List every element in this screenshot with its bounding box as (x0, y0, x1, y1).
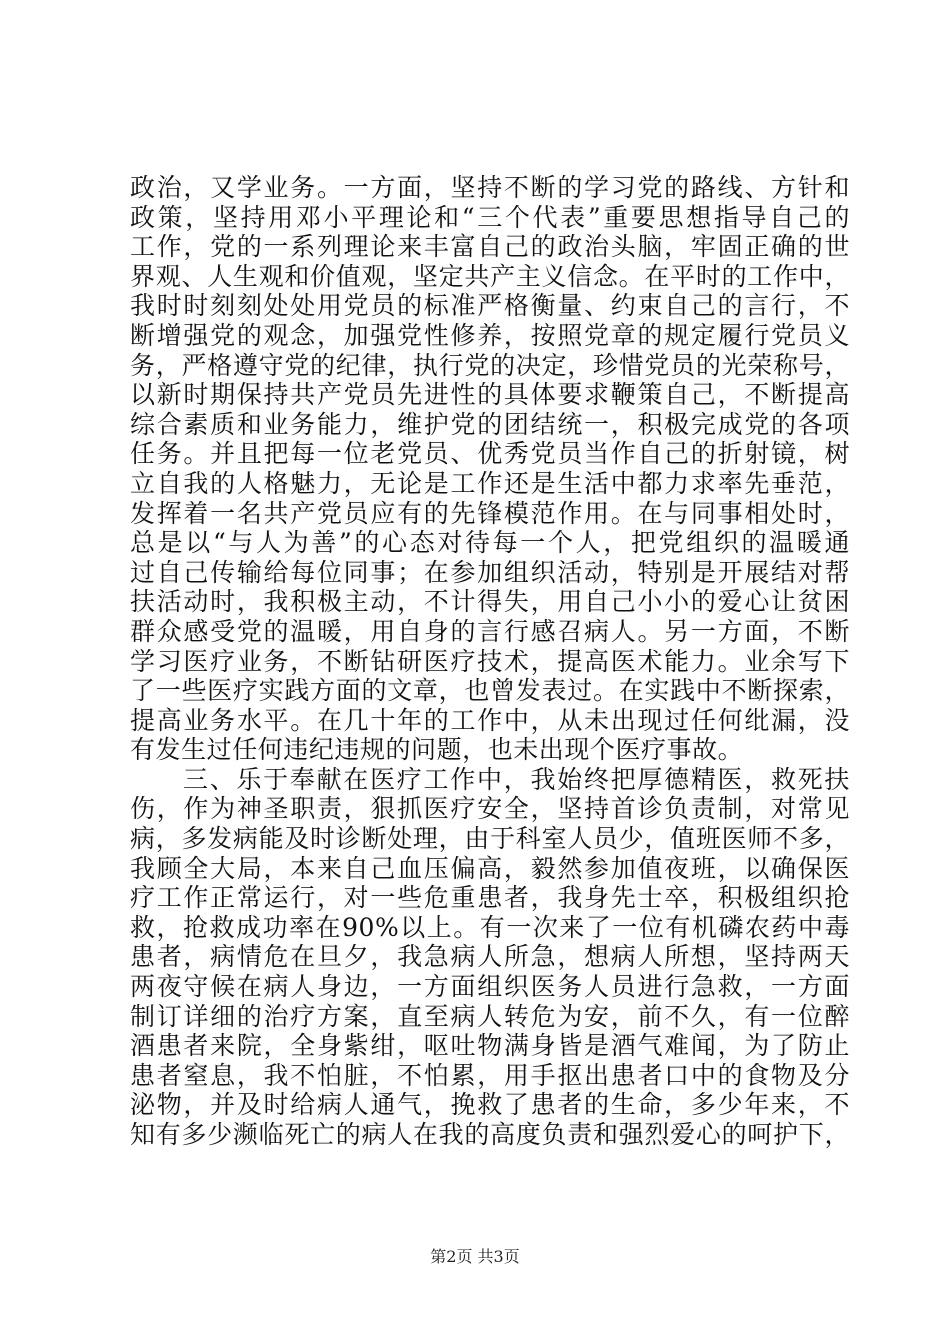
text-line: 病，多发病能及时诊断处理，由于科室人员少，值班医师不多， (130, 824, 850, 854)
text-line: 政策，坚持用邓小平理论和“三个代表”重要思想指导自己的 (130, 202, 850, 232)
text-line: 总是以“与人为善”的心态对待每一个人，把党组织的温暖通 (130, 528, 850, 558)
text-line: 有发生过任何违纪违规的问题，也未出现个医疗事故。 (130, 735, 744, 765)
text-line: 我顾全大局，本来自己血压偏高，毅然参加值夜班，以确保医 (130, 853, 850, 883)
text-line: 以新时期保持共产党员先进性的具体要求鞭策自己，不断提高 (130, 380, 850, 410)
text-line: 发挥着一名共产党员应有的先锋模范作用。在与同事相处时， (130, 498, 850, 528)
text-line: 了一些医疗实践方面的文章，也曾发表过。在实践中不断探索， (130, 676, 850, 706)
text-line: 过自己传输给每位同事；在参加组织活动，特别是开展结对帮 (130, 557, 850, 587)
text-line: 我时时刻刻处处用党员的标准严格衡量、约束自己的言行，不 (130, 291, 850, 321)
text-line: 三、乐于奉献在医疗工作中，我始终把厚德精医，救死扶 (183, 764, 850, 794)
text-line: 救，抢救成功率在90%以上。有一次来了一位有机磷农药中毒 (130, 912, 850, 942)
text-line: 务，严格遵守党的纪律，执行党的决定，珍惜党员的光荣称号， (130, 350, 850, 380)
text-line: 政治，又学业务。一方面，坚持不断的学习党的路线、方针和 (130, 173, 850, 202)
text-line: 两夜守候在病人身边，一方面组织医务人员进行急救，一方面 (130, 972, 850, 1002)
text-line: 制订详细的治疗方案，直至病人转危为安，前不久，有一位醉 (130, 1001, 850, 1031)
text-line: 立自我的人格魅力，无论是工作还是生活中都力求率先垂范， (130, 468, 850, 498)
text-line: 界观、人生观和价值观，坚定共产主义信念。在平时的工作中， (130, 261, 850, 291)
text-line: 学习医疗业务，不断钻研医疗技术，提高医术能力。业余写下 (130, 646, 850, 676)
text-line: 任务。并且把每一位老党员、优秀党员当作自己的折射镜，树 (130, 439, 850, 469)
text-line: 工作，党的一系列理论来丰富自己的政治头脑，牢固正确的世 (130, 232, 850, 262)
text-line: 疗工作正常运行，对一些危重患者，我身先士卒，积极组织抢 (130, 883, 850, 913)
text-line: 知有多少濒临死亡的病人在我的高度负责和强烈爱心的呵护下， (130, 1120, 850, 1149)
text-line: 扶活动时，我积极主动，不计得失，用自己小小的爱心让贫困 (130, 587, 850, 617)
text-line: 伤，作为神圣职责，狠抓医疗安全，坚持首诊负责制，对常见 (130, 794, 850, 824)
text-line: 泌物，并及时给病人通气，挽救了患者的生命，多少年来，不 (130, 1090, 850, 1120)
text-line: 患者窒息，我不怕脏，不怕累，用手抠出患者口中的食物及分 (130, 1060, 850, 1090)
page-number-footer: 第2页 共3页 (430, 1247, 520, 1266)
text-line: 患者，病情危在旦夕，我急病人所急，想病人所想，坚持两天 (130, 942, 850, 972)
text-line: 群众感受党的温暖，用自身的言行感召病人。另一方面，不断 (130, 616, 850, 646)
text-line: 酒患者来院，全身紫绀，呕吐物满身皆是酒气难闻，为了防止 (130, 1031, 850, 1061)
text-line: 断增强党的观念，加强党性修养，按照党章的规定履行党员义 (130, 320, 850, 350)
text-line: 提高业务水平。在几十年的工作中，从未出现过任何纰漏，没 (130, 705, 850, 735)
text-line: 综合素质和业务能力，维护党的团结统一，积极完成党的各项 (130, 409, 850, 439)
body-text (130, 173, 850, 1150)
